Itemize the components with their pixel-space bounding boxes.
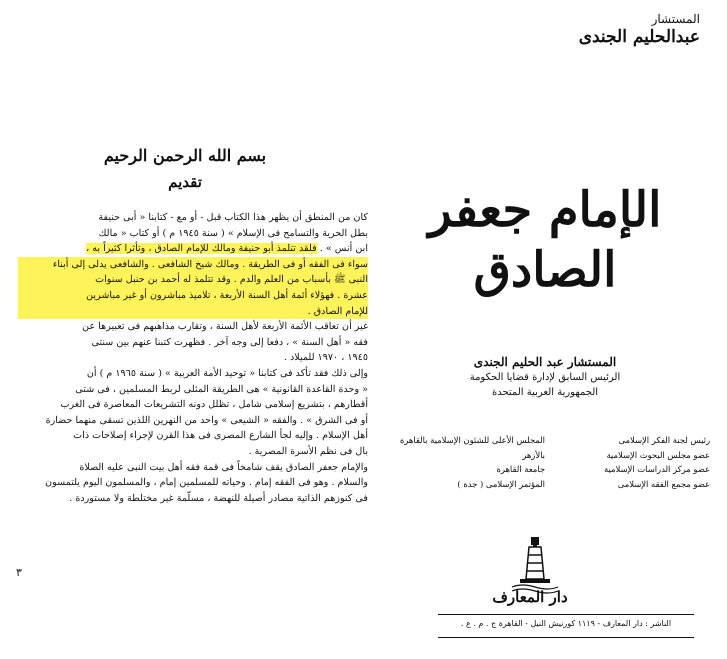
page-number: ٣ — [16, 566, 22, 579]
text-line: بطل الحرية والتسامح فى الإسلام » ( سنة ١٩٤٥ م ) أو كتاب « مالك — [98, 227, 368, 239]
text-line: أهل الإسلام . وإليه لجأ الشارع المصرى فى هذا القرن لإجراء إصلاحات ذات — [73, 430, 368, 442]
text-line: سواء فى الفقه أو فى الطريقة . ومالك شيخ الشافعى . والشافعى يدلى إلى أبناء — [18, 257, 368, 273]
text-line: « وحدة القاعدة القانونية » هى الطريقة المثلى لربط المسلمين ، فى شتى — [75, 383, 368, 395]
membership-item: رئيس لجنة الفكر الإسلامى — [618, 435, 710, 445]
text-line: وإلى ذلك فقد تأكد فى كتابنا « توحيد الأمة العربية » ( سنة ١٩٦٥ م ) أن — [86, 367, 368, 379]
text-line: ابن أنس » . فلقد تتلمذ أبو حنيفة ومالك للإمام الصادق ، وتأثرا كثيراً به ، — [86, 243, 368, 255]
membership-item: بالأزهر — [522, 449, 545, 460]
body-text — [18, 210, 368, 506]
publisher-footer: الناشر : دار المعارف - ١١١٩ كورنيش النيل - القاهرة ج . م . ع . — [460, 619, 672, 628]
text-line: للإمام الصادق . — [18, 304, 368, 320]
cover-author — [560, 10, 700, 46]
text-line: عشرة . فهؤلاء أئمة أهل السنة الأربعة ، تلاميذ مباشرون أو غير مباشرين — [18, 288, 368, 304]
text-line: والإمام جعفر الصادق يقف شامخاً فى قمة فقه أهل بيت النبى عليه الصلاة — [79, 461, 368, 473]
text-line: غير أن تعاقب الأئمة الأربعة لأهل السنة ، وتقارب مذاهبهم فى تعبيرها عن — [82, 321, 368, 333]
text-line: والسلام . وهو فى الفقه إمام . وحياته للمسلمين إمام ، والمسلمون اليوم يلتمسون — [45, 477, 368, 489]
membership-item: عضو مجلس البحوث الإسلامية — [606, 449, 710, 460]
text-line: فقه « أهل السنة » ، دفعا إلى وجه آخر . فظهرت كتبنا عنهم بين سنتى — [91, 336, 368, 348]
publisher-name: دار المعارف — [492, 588, 568, 606]
membership-item: عضو مركز الدراسات الإسلامية — [603, 464, 710, 474]
section-heading: تقديم — [168, 173, 202, 191]
text-line: أو فى الشرق » . والفقه « الشيعى » واحد من النهرين اللذين تسقى منهما حضارة — [45, 414, 368, 426]
memberships-right — [560, 433, 710, 491]
membership-item: جامعة القاهرة — [496, 464, 545, 474]
author-title: المستشار — [651, 12, 700, 26]
text-line: أقطارهم ، بتشريع إسلامى شامل ، تظلل دونه التشريعات المعاصرة فى الغرب — [60, 399, 368, 411]
membership-item: المؤتمر الإسلامى ( جدة ) — [457, 478, 545, 489]
text-line: بال فى نظم الأسرة المصرية . — [248, 445, 368, 457]
memberships-left — [375, 433, 545, 491]
membership-item: عضو مجمع الفقه الإسلامى — [617, 478, 710, 489]
credit-name: المستشار عبد الحليم الجندى — [473, 355, 617, 369]
text-line: فى كنوزهم الذاتية مصادر أصيلة للنهضة ، مسلّمة غير مختلطة ولا مستوردة . — [69, 492, 368, 504]
basmala: بسم الله الرحمن الرحيم — [103, 146, 267, 165]
credit-line: الجمهورية العربية المتحدة — [491, 387, 599, 398]
text-line: النبى ﷺ بأسباب من العلم والدم . وقد تتلمذ له أحمد بن حنبل سنوات — [18, 272, 368, 288]
credit-line: الرئيس السابق لإدارة قضايا الحكومة — [469, 372, 621, 383]
membership-item: المجلس الأعلى للشئون الإسلامية بالقاهرة — [399, 435, 545, 445]
text-line: كان من المنطق أن يظهر هذا الكتاب قبل - أو مع - كتابنا « أبى حنيفة — [98, 212, 368, 223]
book-title: الإمام جعفر الصادق — [428, 182, 662, 298]
author-name: عبدالحليم الجندى — [578, 27, 700, 47]
footer-rule — [438, 637, 694, 638]
text-line: ١٩٤٥ ، ١٩٧٠ للميلاد . — [283, 352, 368, 364]
author-credit — [430, 355, 660, 400]
footer-rule — [438, 614, 694, 615]
